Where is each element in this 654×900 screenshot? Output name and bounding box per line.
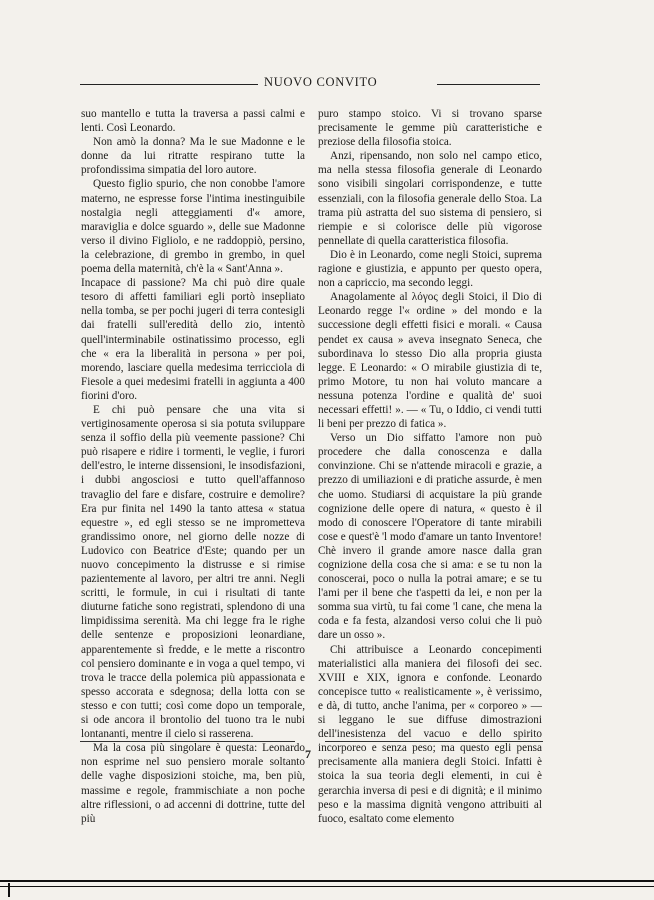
footer-rule-left [80, 741, 295, 742]
footer-rule-right [325, 741, 543, 742]
paragraph: Chi attribuisce a Leonardo concepimenti materialistici alla maniera dei filosofi dei sec. XVIII e XIX, ignora e confonde. Leonardo concepisce tutto « realisticamente », è verissimo, e dà, di tutto, anche l'anima, per « corporeo » — si leggano le sue diffuse dimostrazioni dell'inesistenza del vacuo e dello spirito incorporeo e senza peso; ma questo egli pensa precisamente alla maniera degli Stoici. Infatti è stoica la sua teoria degli elementi, in cui è gerarchia inversa di pesi e di dignità; e il minimo peso e la massima dignità vengono attribuiti al fuoco, esaltato come elemento [318, 643, 542, 825]
paragraph: Anzi, ripensando, non solo nel campo etico, ma nella stessa filosofia generale di Leonardo sono visibili singolari corrispondenze, e tutte essenziali, con la filosofia generale dello Stoa. La trama più astratta del suo sistema di pensiero, si riempie e si colorisce delle più vigorose pennellate di quella caratteristica filosofia. [318, 150, 542, 247]
paragraph: Verso un Dio siffatto l'amore non può procedere che dalla conoscenza e dalla convinzione. Chi se n'attende miracoli e grazie, a prezzo di umiliazioni e di pratiche assurde, è men che uomo. Studiarsi di acquistare la più grande cognizione delle opere di natura, « questo è il modo di conoscere l'Operatore di tante mirabili cose e quest'è 'l modo d'amare un tanto Inventore! Chè invero il grande amore nasce dalla gran cognizione della cosa che si ama: e se tu non la conoscerai, poco o nulla la potrai amare; e se tu l'ami per il bene che t'aspetti da lei, e non per la somma sua virtù, tu fai come 'l cane, che mena la coda e fa festa, alzandosi verso colui che li può dare un osso ». [318, 432, 542, 642]
text-column-right [318, 107, 542, 826]
paragraph: Dio è in Leonardo, come negli Stoici, suprema ragione e giustizia, e appunto per questo opera, non a capriccio, ma secondo leggi. [318, 248, 542, 290]
journal-title: NUOVO CONVITO [264, 75, 378, 89]
paragraph: Ma la cosa più singolare è questa: Leonardo non esprime nel suo pensiero morale soltanto delle vaghe disposizioni stoiche, ma, ben più, massime e regole, frammischiate a non poche altre riflessioni, o ad accenni di dottrine, tutte del più [81, 742, 305, 825]
paragraph: suo mantello e tutta la traversa a passi calmi e lenti. Così Leonardo. [81, 108, 305, 135]
bottom-border-rule-thin [0, 886, 654, 887]
running-header [80, 74, 540, 94]
header-rule-left [80, 84, 258, 85]
paragraph: Incapace di passione? Ma chi può dire quale tesoro di affetti familiari egli portò insepliato nella tomba, se per pochi jugeri di terra contesigli dai fratelli sull'eredità dello zio, intentò quell'interminabile ostinatissimo processo, egli che « era la liberalità in persona » per poi, morendo, lasciare quella medesima terricciola di Fiesole a quei medesimi fratelli in aggiunta a 400 fiorini d'oro. [81, 277, 305, 402]
paragraph: Questo figlio spurio, che non conobbe l'amore materno, ne espresse forse l'intima inestinguibile nostalgia negli atteggiamenti d'« amore, maraviglia e dolce sguardo », delle sue Madonne verso il divino Figliolo, e ne raddoppiò, persino, la celebrazione, di grembo in grembo, in quel poema della maternità, ch'è la « Sant'Anna ». [81, 178, 305, 276]
paragraph: Anagolamente al λόγος degli Stoici, il Dio di Leonardo regge l'« ordine » del mondo e la successione degli effetti fisici e morali. « Causa pendet ex causa » aveva insegnato Seneca, che subordinava lo stesso Dio alla propria giusta legge. E Leonardo: « O mirabile giustizia di te, primo Motore, tu non hai voluto mancare a nessuna potenza l'ordine e qualità de' suoi necessari effetti! ». — « Tu, o Iddio, ci vendi tutti li beni per prezzo di fatica ». [318, 291, 542, 431]
paragraph: E chi può pensare che una vita si vertiginosamente operosa si sia potuta sviluppare senza il soffio della più veemente passione? Chi può risapere e ridire i tormenti, le veglie, i furori dell'estro, le interne dissensioni, le insodisfazioni, i dubbi angosciosi e tutto quell'affannoso travaglio del fare e disfare, costruire e demolire? Era pur finita nel 1490 la tanto attesa « statua equestre », ed egli stesso se ne imprometteva grandissimo onore, nel giorno delle nozze di Ludovico con Beatrice d'Este; quando per un nuovo concepimento la distrusse e si rimise pazientemente al lavoro, per altri tre anni. Negli scritti, le formule, in cui i risultati di tante diuturne fatiche sono registrati, splendono di una limpidissima serenità. Ma chi legge fra le righe delle sentenze e proposizioni leonardiane, apparentemente sì fredde, e le mette a riscontro col pensiero dominante e in voga a quel tempo, vi trova le tracce della polemica più appassionata e spesso accorata e sdegnosa; della lotta con se stesso e con tutti; così come dopo un temporale, si ode ancora il brontolio del tuono tra le nubi lontananti, mentre il cielo si rasserena. [81, 403, 305, 741]
scan-margin-mark [8, 883, 16, 897]
paragraph: Non amò la donna? Ma le sue Madonne e le donne da lui ritratte respirano tutte la profondissima simpatia del loro autore. [81, 136, 305, 177]
header-rule-right [437, 84, 540, 85]
paragraph: puro stampo stoico. Vi si trovano sparse precisamente le gemme più caratteristiche e preziose della filosofia stoica. [318, 108, 542, 149]
bottom-border-rule [0, 880, 654, 882]
page-number: 7 [305, 747, 311, 761]
text-column-left [81, 107, 305, 826]
